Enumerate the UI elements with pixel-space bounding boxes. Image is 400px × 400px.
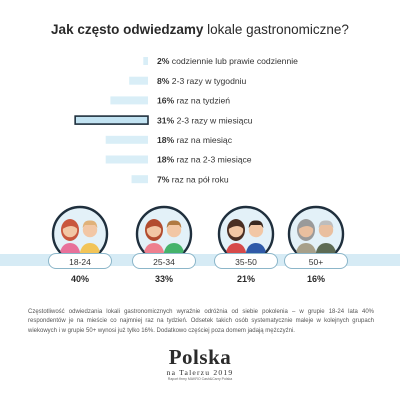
bar-2 — [110, 96, 148, 104]
bar-category-label: raz na tydzień — [174, 95, 231, 106]
bar-category-label: raz na 2-3 miesiące — [174, 154, 252, 165]
age-group-value: 33% — [154, 274, 173, 284]
bar-label-1 — [157, 76, 247, 86]
age-groups — [0, 202, 400, 292]
bar-value-label: 8% — [157, 75, 170, 86]
age-group-50-plus — [284, 202, 348, 284]
bar-value-label: 31% — [157, 115, 175, 126]
bar-category-label: raz na miesiąc — [174, 135, 232, 145]
bar-value-label: 18% — [157, 135, 175, 145]
age-group-value: 16% — [306, 274, 325, 284]
description-text: Częstotliwość odwiedzania lokali gastronomicznych wyraźnie odróżnia od siebie pokolenia – w grupie 18-24 lata 40% respondentów je na mieście co najmniej raz na tydzień. Odsetek takich osób systematycznie maleje w kolejnych grupach wiekowych i w grupie 50+ wynosi już tylko 16%. Dodatkowo częściej poza domem jadają mężczyźni. — [28, 309, 374, 334]
chart-title-rest: lokale gastronomiczne? — [203, 22, 349, 37]
bar-1 — [129, 77, 148, 85]
logo-sub-text: na Talerzu 2019 — [166, 368, 234, 377]
bar-label-3 — [157, 115, 253, 125]
age-group-label: 35-50 — [214, 253, 278, 269]
age-group-value: 40% — [70, 274, 89, 284]
bar-label-4 — [157, 135, 233, 145]
bar-category-label: raz na pół roku — [169, 174, 229, 185]
bar-0 — [143, 57, 148, 65]
logo-main-text: Polska — [168, 345, 232, 369]
bar-6 — [132, 175, 148, 183]
age-group-25-34 — [132, 202, 196, 284]
bar-4 — [106, 136, 148, 144]
bar-label-0 — [157, 56, 298, 66]
age-group-value: 21% — [236, 274, 255, 284]
bar-5 — [106, 156, 148, 164]
age-group-35-50 — [214, 202, 278, 284]
bar-category-label: codziennie lub prawie codziennie — [169, 56, 298, 67]
age-group-18-24 — [48, 202, 112, 284]
logo — [150, 346, 250, 396]
bar-value-label: 18% — [157, 154, 175, 165]
bar-label-5 — [157, 155, 252, 165]
bar-value-label: 16% — [157, 95, 175, 106]
bar-label-2 — [157, 96, 230, 106]
age-group-label: 18-24 — [48, 253, 112, 269]
age-group-label: 50+ — [284, 253, 348, 269]
bar-3 — [75, 116, 148, 124]
bar-value-label: 7% — [157, 174, 170, 185]
bar-category-label: 2-3 razy w miesiącu — [174, 115, 253, 126]
chart-title-bold: Jak często odwiedzamy — [51, 22, 204, 37]
bar-category-label: 2-3 razy w tygodniu — [169, 75, 247, 86]
logo-tiny-text: Raport firmy MAKRO Cash&Carry Polska — [167, 377, 233, 381]
age-group-label: 25-34 — [132, 253, 196, 269]
bar-value-label: 2% — [157, 56, 170, 67]
bar-label-6 — [157, 174, 229, 184]
